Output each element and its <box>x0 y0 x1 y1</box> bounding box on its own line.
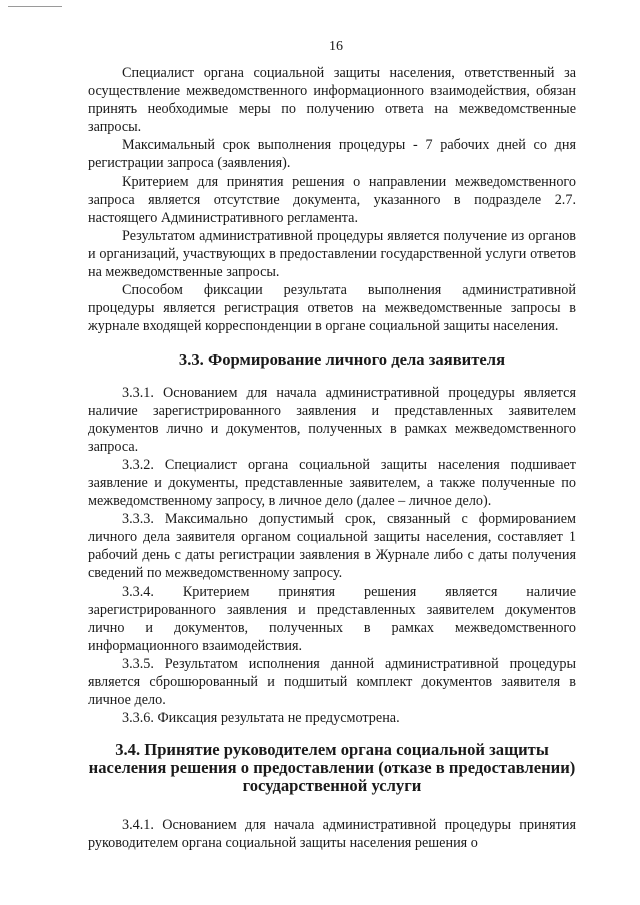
paragraph-3-3-3: 3.3.3. Максимально допустимый срок, связанный с формированием личного дела заявителя органом социальной защиты населения, составляет 1 рабочий день с даты регистрации заявления в Журнале либо с даты получения сведений по межведомственному запросу. <box>88 511 576 582</box>
section-3-3-heading: 3.3. Формирование личного дела заявителя <box>178 350 506 370</box>
paragraph-intro-5: Способом фиксации результата выполнения административной процедуры является регистрация ответов на межведомственные запросы в журнале входящей корреспонденции в органе социальной защиты населения. <box>88 282 576 335</box>
paragraph-3-3-6: 3.3.6. Фиксация результата не предусмотрена. <box>122 710 400 727</box>
paragraph-intro-1: Специалист органа социальной защиты населения, ответственный за осуществление межведомственного информационного взаимодействия, обязан принять необходимые меры по получению ответа на межведомственные запросы. <box>88 65 576 136</box>
paragraph-intro-4: Результатом административной процедуры является получение из органов и организаций, участвующих в предоставлении государственной услуги ответов на межведомственные запросы. <box>88 227 576 281</box>
paragraph-intro-2: Максимальный срок выполнения процедуры - 7 рабочих дней со дня регистрации запроса (заявления). <box>88 137 576 172</box>
document-page <box>88 38 576 852</box>
paragraph-3-3-5: 3.3.5. Результатом исполнения данной административной процедуры является сброшюрованный и подшитый комплект документов заявителя в личное дело. <box>88 655 576 709</box>
paragraph-3-4-1: 3.4.1. Основанием для начала административной процедуры принятия руководителем органа социальной защиты населения решения о <box>88 816 576 851</box>
page-number: 16 <box>329 39 343 54</box>
section-3-4-heading: 3.4. Принятие руководителем органа социальной защиты населения решения о предоставлении (отказе в предоставлении) государственной услуги <box>88 740 576 796</box>
paragraph-3-3-4: 3.3.4. Критерием принятия решения является наличие зарегистрированного заявления и представленных заявителем документов лично и документов, полученных в рамках межведомственного информационного взаимодействия. <box>88 583 576 654</box>
paragraph-intro-3: Критерием для принятия решения о направлении межведомственного запроса является отсутствие документа, указанного в подразделе 2.7. настоящего Административного регламента. <box>88 173 576 226</box>
corner-scan-mark <box>8 6 62 7</box>
paragraph-3-3-1: 3.3.1. Основанием для начала административной процедуры является наличие зарегистрированного заявления и представленных заявителем документов лично и документов, полученных в рамках межведомственного запроса. <box>88 384 576 455</box>
paragraph-3-3-2: 3.3.2. Специалист органа социальной защиты населения подшивает заявление и документы, представленные заявителем, а также полученные по межведомственному запросу, в личное дело (далее – личное дело). <box>88 456 576 510</box>
